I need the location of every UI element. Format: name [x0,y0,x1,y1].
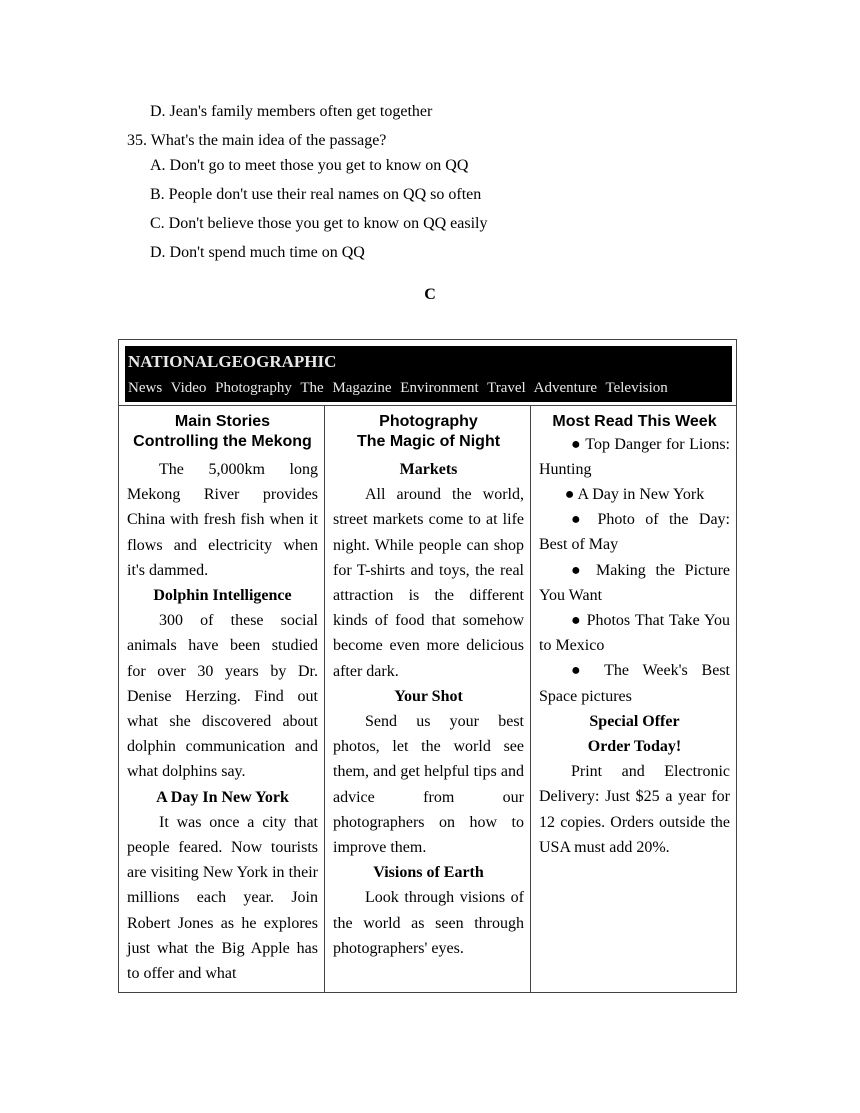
story-title[interactable]: A Day In New York [156,788,289,806]
nav-link-adventure[interactable]: Adventure [533,380,597,396]
q35-option-d: D. Don't spend much time on QQ [150,244,365,261]
table-divider [119,405,736,406]
most-read-column [539,412,730,860]
column-divider [530,405,531,993]
nav-link-the[interactable]: The [300,380,324,396]
column-divider [324,405,325,993]
story-title[interactable]: Dolphin Intelligence [153,587,292,605]
offer-text: Print and Electronic Delivery: Just $25 a year for 12 copies. Orders outside the USA must add 20%. [539,763,730,856]
column-heading: Photography [379,413,478,430]
nav-link-environment[interactable]: Environment [400,380,479,396]
most-read-item[interactable]: ● A Day in New York [564,485,705,503]
nav-link-television[interactable]: Television [605,380,668,396]
most-read-item[interactable]: ● Making the Picture You Want [539,561,730,604]
nav-link-news[interactable]: News [128,380,163,396]
nav-link-magazine[interactable]: Magazine [332,380,392,396]
story-title[interactable]: Visions of Earth [373,864,484,882]
nav-link-video[interactable]: Video [170,380,207,396]
story-title[interactable]: The Magic of Night [356,432,501,450]
column-heading: Main Stories [174,413,271,430]
question-35-stem: 35. What's the main idea of the passage? [127,132,387,149]
main-stories-column [127,412,318,986]
q35-option-a: A. Don't go to meet those you get to know on QQ [150,157,469,174]
nav-link-travel[interactable]: Travel [487,380,526,396]
site-logo-text: NATIONALGEOGRAPHIC [128,352,337,371]
most-read-item[interactable]: ● Photos That Take You to Mexico [539,611,730,655]
q35-option-b: B. People don't use their real names on QQ so often [150,186,482,203]
order-today-link[interactable]: Order Today! [587,737,682,755]
section-letter: C [424,286,436,303]
q35-option-c: C. Don't believe those you get to know on QQ easily [150,215,488,232]
magazine-table [118,339,737,993]
site-banner [125,346,732,402]
story-title[interactable]: Controlling the Mekong [133,432,312,450]
story-text: 300 of these social animals have been studied for over 30 years by Dr. Denise Herzing. Find out what she discovered about dolphin communication and what dolphins say. [127,612,318,781]
nav-link-photography[interactable]: Photography [215,380,292,396]
most-read-item[interactable]: ● Photo of the Day: Best of May [539,511,730,554]
story-title[interactable]: Markets [399,461,458,478]
story-text: All around the world, street markets come to at life night. While people can shop for T-shirts and toys, the real attraction is the different kinds of food that somehow become even more delicious after dark. [333,486,524,680]
column-heading: Most Read This Week [552,413,717,430]
story-title[interactable]: Your Shot [394,687,463,705]
story-text: Look through visions of the world as seen through photographers' eyes. [333,889,524,957]
most-read-item[interactable]: ● Top Danger for Lions: Hunting [539,435,730,478]
story-text: The 5,000km long Mekong River provides China with fresh fish when it flows and electricity when it's dammed. [127,461,318,579]
story-text: Send us your best photos, let the world see them, and get helpful tips and advice from our photographers on how to improve them. [333,713,524,857]
story-text: It was once a city that people feared. Now tourists are visiting New York in their millions each year. Join Robert Jones as he explores just what the Big Apple has to offer and what [127,813,318,983]
offer-title: Special Offer [589,712,680,730]
site-nav [128,380,673,397]
most-read-item[interactable]: ● The Week's Best Space pictures [539,662,730,705]
photography-column [333,412,524,961]
prev-option-d: D. Jean's family members often get together [150,103,433,120]
